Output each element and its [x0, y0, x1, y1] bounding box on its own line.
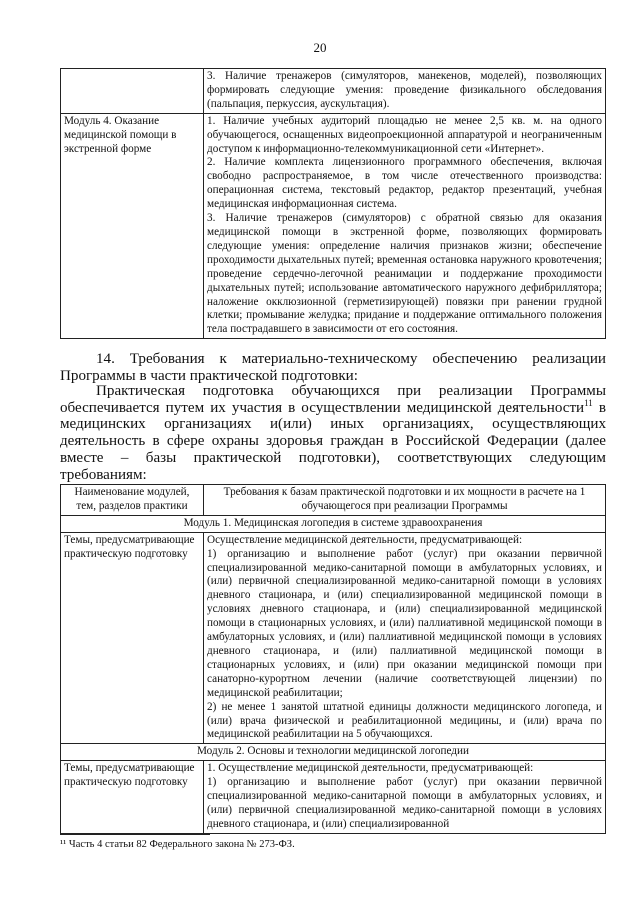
- section-14-heading: [60, 351, 606, 384]
- requirements-table-continued: [60, 68, 606, 339]
- footnote: ¹¹ Часть 4 статьи 82 Федерального закона № 273-ФЗ.: [60, 839, 295, 850]
- module-title-row: [61, 744, 606, 761]
- practical-training-table: [60, 484, 606, 834]
- table-cell-requirements: [204, 532, 606, 744]
- table-cell-requirements: [204, 69, 606, 114]
- header-requirements: Требования к базам практической подготовки и их мощности в расчете на 1 обучающегося при реализации Программы: [204, 485, 606, 516]
- module-1-title: Модуль 1. Медицинская логопедия в системе здравоохранения: [61, 515, 606, 532]
- requirement-paragraph: 1. Наличие учебных аудиторий площадью не менее 2,5 кв. м. на одного обучающегося, оснащенных видеопроекционной аппаратурой и неограниченным доступом к информационно-телекоммуникационной сети «Интернет».: [207, 114, 602, 155]
- table-header-row: [61, 485, 606, 516]
- table-cell-module: Модуль 4. Оказание медицинской помощи в экстренной форме: [61, 113, 204, 339]
- header-module-names: Наименование модулей, тем, разделов практики: [61, 485, 204, 516]
- table-cell-requirements: [204, 761, 606, 834]
- footnote-divider: [60, 834, 210, 835]
- page-number: 20: [313, 40, 327, 55]
- requirement-paragraph: 1) организацию и выполнение работ (услуг) при оказании первичной специализированной медико-санитарной помощи в амбулаторных условиях, и (или) первичной специализированной медико-санитарной помощи в условиях дневного стационара, и (или) специализированной: [207, 776, 602, 830]
- module-title-row: [61, 515, 606, 532]
- requirement-paragraph: Осуществление медицинской деятельности, предусматривающей:: [207, 533, 523, 546]
- table-cell-topics: Темы, предусматривающие практическую подготовку: [61, 532, 204, 744]
- requirement-paragraph: 3. Наличие тренажеров (симуляторов) с обратной связью для оказания медицинской помощи в экстренной форме, позволяющих формировать следующие умения: определение наличия признаков жизни; обеспечение проходимости дыхательных путей; временная остановка наружного кровотечения; проведение сердечно-легочной реанимации и поддержание проходимости дыхательных путей; использование автоматического наружного дефибриллятора; наложение окклюзионной (герметизирующей) повязки при ранении грудной клетки; промывание желудка; придание и поддержание оптимального положения тела пострадавшего в зависимости от его состояния.: [207, 212, 602, 336]
- paragraph-text: Практическая подготовка обучающихся при реализации Программы обеспечивается путем их участия в осуществлении медицинской деятельности: [60, 383, 606, 416]
- section-14-text: 14. Требования к материально-техническому обеспечению реализации Программы в части практической подготовки:: [60, 351, 606, 384]
- table-row: [61, 761, 606, 834]
- table-cell-requirements: [204, 113, 606, 339]
- requirement-paragraph: 1. Осуществление медицинской деятельности, предусматривающей:: [207, 762, 534, 775]
- table-cell-module: [61, 69, 204, 114]
- requirement-paragraph: 2. Наличие комплекта лицензионного программного обеспечения, включая свободно распространяемое, в том числе отечественного производства: операционная система, текстовый редактор, редактор презентаций, учебная медицинская информационная система.: [207, 156, 602, 211]
- paragraph-text-continued: в медицинских организациях и(или) иных организациях, осуществляющих деятельность в сфере охраны здоровья граждан в Российской Федерации (далее вместе – базы практической подготовки), соответствующих следующим требованиям:: [60, 399, 607, 483]
- table-row: [61, 113, 606, 339]
- module-2-title: Модуль 2. Основы и технологии медицинской логопедии: [61, 744, 606, 761]
- practical-training-paragraph: [60, 383, 606, 483]
- requirement-paragraph: 2) не менее 1 занятой штатной единицы должности медицинского логопеда, и (или) врача физической и реабилитационной медицины, и (или) врача по медицинской реабилитации на 5 обучающихся.: [207, 700, 602, 741]
- requirement-paragraph: 3. Наличие тренажеров (симуляторов, манекенов, моделей), позволяющих формировать следующие умения: проведение физикального обследования (пальпация, перкуссия, аускультация).: [207, 70, 602, 110]
- footnote-reference[interactable]: 11: [584, 397, 593, 408]
- requirement-paragraph: 1) организацию и выполнение работ (услуг) при оказании первичной специализированной медико-санитарной помощи в амбулаторных условиях, и (или) первичной специализированной медико-санитарной помощи в условиях дневного стационара, и (или) специализированной медицинской помощи в условиях дневного стационара, и (или) специализированной медицинской помощи в стационарных условиях, и (или) паллиативной медицинской помощи в амбулаторных условиях, и (или) паллиативной медицинской помощи в условиях дневного стационара, и (или) паллиативной медицинской помощи в стационарных условиях, и (или) при оказании медицинской помощи при санаторно-курортном лечении (наличие соответствующей лицензии) по медицинской реабилитации;: [207, 547, 602, 699]
- table-cell-topics: Темы, предусматривающие практическую подготовку: [61, 761, 204, 834]
- table-row: [61, 532, 606, 744]
- table-row: [61, 69, 606, 114]
